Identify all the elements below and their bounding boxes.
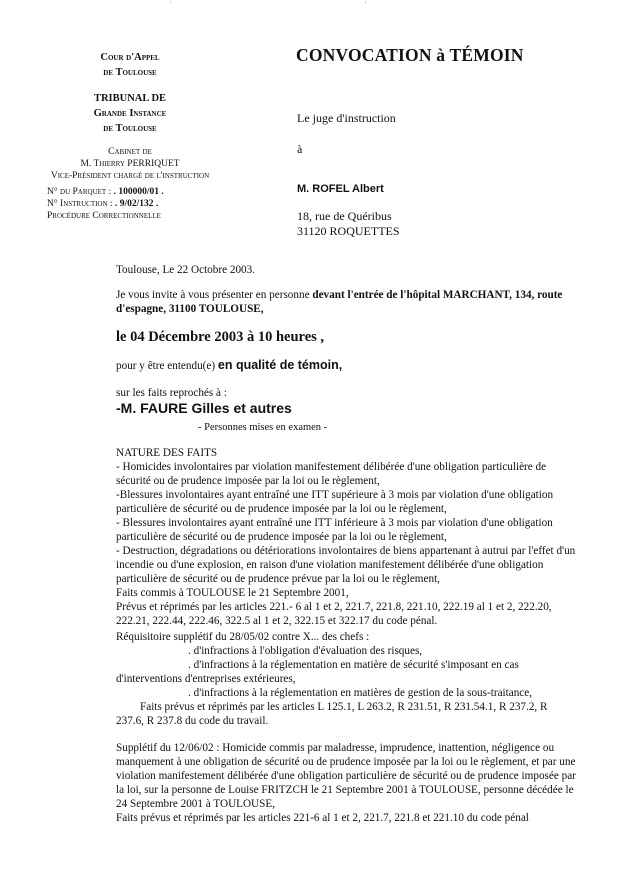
invitation-prefix: Je vous invite à vous présenter en personne bbox=[116, 289, 313, 301]
reference-block bbox=[47, 186, 164, 222]
invitation-line-1 bbox=[116, 288, 562, 302]
nature-line: -Blessures involontaires ayant entraîné une ITT supérieure à 3 mois par violation d'une obligation bbox=[116, 489, 554, 501]
tribunal-line-2: Grande Instance bbox=[93, 108, 167, 119]
court-line-1: Cour d'Appel bbox=[100, 52, 160, 63]
nature-line: Faits commis à TOULOUSE le 21 Septembre 2001, bbox=[116, 587, 349, 599]
suppletif-line: manquement à une obligation de sécurité ou de prudence imposée par la loi ou le règlement, et par une bbox=[116, 756, 576, 768]
suppletif-line: 24 Septembre 2001 à TOULOUSE, bbox=[116, 798, 275, 810]
appointment-datetime: le 04 Décembre 2003 à 10 heures , bbox=[116, 329, 325, 345]
cabinet-line-2: M. Thierry PERRIQUET bbox=[80, 159, 180, 169]
nature-line: Prévus et réprimés par les articles 221.- 6 al 1 et 2, 221.7, 221.8, 221.10, 222.19 al 1 et 2, 222.20, bbox=[116, 601, 552, 613]
suppletif-line: la loi, sur la personne de Louise FRITZCH le 21 Septembre 2001 à TOULOUSE, personne décédée le bbox=[116, 784, 574, 796]
scan-mark: ' bbox=[170, 0, 172, 9]
suppletif-line: violation manifestement délibérée d'une obligation particulière de sécurité ou de prudence imposée par bbox=[116, 770, 576, 782]
nature-line: particulière de sécurité ou de prudence prévue par la loi ou le règlement, bbox=[116, 573, 440, 585]
requisitoire-intro: Réquisitoire supplétif du 28/05/02 contre X... des chefs : bbox=[116, 631, 370, 643]
heard-line bbox=[116, 358, 342, 373]
to-label: à bbox=[297, 142, 303, 156]
invitation-place: devant l'entrée de l'hôpital MARCHANT, 134, route bbox=[312, 289, 563, 301]
requisitoire-item: . d'infractions à l'obligation d'évaluation des risques, bbox=[188, 645, 423, 657]
suppletif-section bbox=[116, 741, 576, 825]
nature-line: - Destruction, dégradations ou détériorations involontaires de biens appartenant à autrui par l'effet d'un bbox=[116, 545, 576, 557]
requisitoire-item: . d'infractions à la réglementation en matière de sécurité s'imposant en cas bbox=[188, 659, 519, 671]
facts-intro: sur les faits reprochés à : bbox=[116, 387, 227, 399]
tribunal-line-3: de Toulouse bbox=[103, 123, 157, 134]
recipient-street: 18, rue de Quéribus bbox=[297, 209, 392, 223]
recipient-name: M. ROFEL Albert bbox=[297, 183, 384, 195]
suppletif-line: Supplétif du 12/06/02 : Homicide commis par maladresse, imprudence, inattention, négligence ou bbox=[116, 742, 555, 754]
sender: Le juge d'instruction bbox=[297, 111, 396, 125]
procedure-type: Procédure Correctionnelle bbox=[47, 211, 161, 221]
requisitoire-item-continued: d'interventions d'entreprises extérieures, bbox=[116, 673, 296, 685]
accused-name: -M. FAURE Gilles et autres bbox=[116, 400, 292, 416]
requisitoire-articles-continued: 237.6, R 237.8 du code du travail. bbox=[116, 715, 269, 727]
nature-line: 222.21, 222.44, 222.46, 322.5 al 1 et 2, 322.15 et 322.17 du code pénal. bbox=[116, 615, 438, 627]
parquet-number: . 100000/01 . bbox=[113, 187, 164, 197]
invitation-line-2: d'espagne, 31100 TOULOUSE, bbox=[116, 303, 264, 315]
nature-line: particulière de sécurité ou de prudence imposée par la loi ou le règlement, bbox=[116, 503, 447, 515]
letter-date: Toulouse, Le 22 Octobre 2003. bbox=[116, 264, 256, 276]
recipient-city: 31120 ROQUETTES bbox=[297, 224, 400, 238]
witness-quality: en qualité de témoin, bbox=[217, 358, 343, 372]
cabinet-block bbox=[40, 146, 220, 182]
accused-note: - Personnes mises en examen - bbox=[198, 422, 328, 433]
suppletif-line: Faits prévus et réprimés par les articles 221-6 al 1 et 2, 221.7, 221.8 et 221.10 du code pénal bbox=[116, 812, 529, 824]
heard-prefix: pour y être entendu(e) bbox=[116, 360, 218, 372]
requisitoire-articles: Faits prévus et réprimés par les articles L 125.1, L 263.2, R 231.51, R 231.54.1, R 237.2, R bbox=[140, 701, 548, 713]
tribunal-line-1: TRIBUNAL DE bbox=[93, 93, 167, 104]
nature-line: particulière de sécurité ou de prudence imposée par la loi ou le règlement, bbox=[116, 531, 447, 543]
recipient-address bbox=[297, 209, 400, 239]
nature-heading: NATURE DES FAITS bbox=[116, 447, 218, 459]
nature-section bbox=[116, 446, 575, 628]
instruction-number: . 9/02/132 . bbox=[114, 199, 159, 209]
cabinet-line-1: Cabinet de bbox=[108, 147, 152, 157]
requisitoire-item: . d'infractions à la réglementation en matières de gestion de la sous-traitance, bbox=[188, 687, 533, 699]
nature-line: - Blessures involontaires ayant entraîné une ITT inférieure à 3 mois par violation d'une obligation bbox=[116, 517, 553, 529]
nature-line: sécurité ou de prudence imposée par la loi ou le règlement, bbox=[116, 475, 380, 487]
tribunal-header bbox=[60, 91, 200, 136]
cabinet-line-3: Vice-Président chargé de l'instruction bbox=[50, 171, 210, 181]
court-header bbox=[70, 50, 190, 80]
nature-line: incendie ou d'une explosion, en raison d'une violation manifestement délibérée d'une obligation bbox=[116, 559, 544, 571]
scan-mark: ' bbox=[365, 0, 367, 9]
parquet-label: N° du Parquet : bbox=[47, 187, 112, 197]
instruction-label: N° Instruction : bbox=[47, 199, 113, 209]
nature-line: - Homicides involontaires par violation manifestement délibérée d'une obligation particulière de bbox=[116, 461, 547, 473]
court-line-2: de Toulouse bbox=[103, 67, 157, 78]
document-title: CONVOCATION à TÉMOIN bbox=[296, 45, 524, 65]
